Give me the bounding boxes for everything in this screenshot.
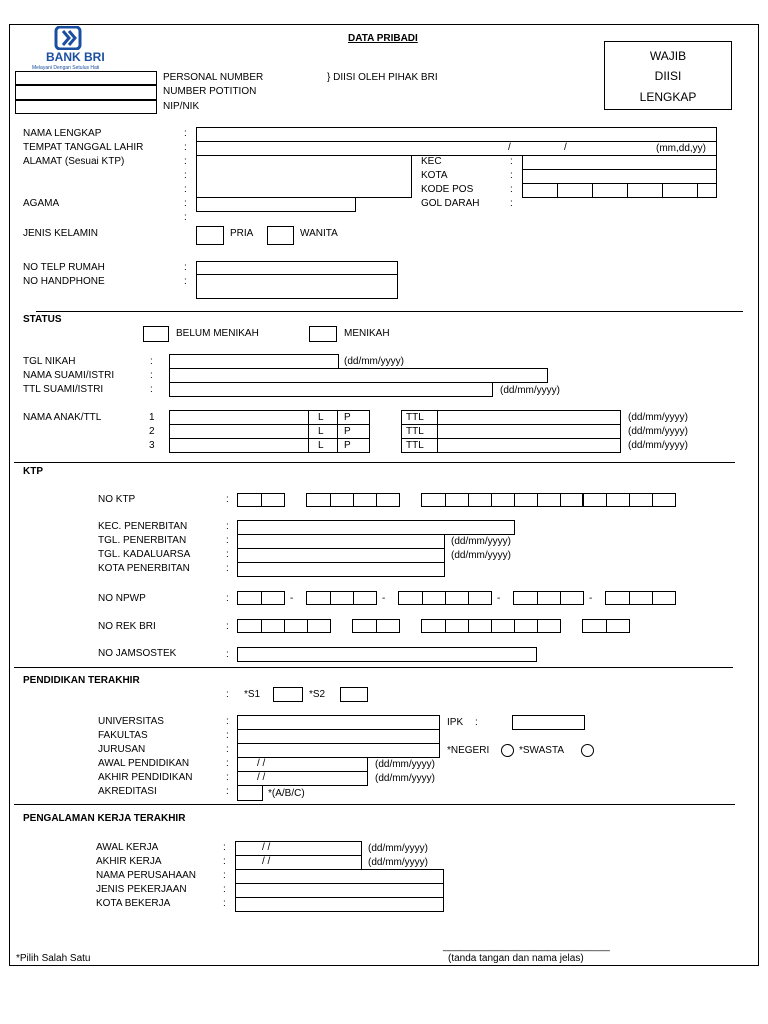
npwp-dash: - xyxy=(497,593,501,604)
awal-pendidikan-format: (dd/mm/yyyy) xyxy=(375,759,435,770)
ttl-pasangan-field[interactable] xyxy=(169,382,493,397)
akreditasi-options: *(A/B/C) xyxy=(268,788,305,799)
akhir-pendidikan-slashes: / / xyxy=(257,772,266,783)
gender-l-label: L xyxy=(318,412,324,423)
akhir-pendidikan-format: (dd/mm/yyyy) xyxy=(375,773,435,784)
tgl-penerbitan-label: TGL. PENERBITAN xyxy=(98,535,187,546)
no-npwp-label: NO NPWP xyxy=(98,593,146,604)
colon: : xyxy=(226,744,229,755)
kota-bekerja-field[interactable] xyxy=(235,897,444,912)
section-divider xyxy=(14,667,733,668)
colon: : xyxy=(226,786,229,797)
kota-bekerja-label: KOTA BEKERJA xyxy=(96,898,171,909)
colon: : xyxy=(184,198,187,209)
colon: : xyxy=(223,856,226,867)
kota-penerbitan-field[interactable] xyxy=(237,562,445,577)
jurusan-label: JURUSAN xyxy=(98,744,146,755)
signature-line: ______________________________ xyxy=(443,941,610,952)
section-divider xyxy=(36,311,743,312)
ttl-date-format: (mm,dd,yy) xyxy=(656,143,706,154)
nip-nik-box[interactable] xyxy=(15,100,157,114)
signature-caption: (tanda tangan dan nama jelas) xyxy=(448,953,584,964)
nip-nik-label: NIP/NIK xyxy=(163,101,200,112)
colon: : xyxy=(510,156,513,167)
ttl-pasangan-label: TTL SUAMI/ISTRI xyxy=(23,384,104,395)
rek-cells[interactable] xyxy=(237,619,331,633)
kode-pos-label: KODE POS xyxy=(421,184,474,195)
ipk-field[interactable] xyxy=(512,715,585,730)
colon: : xyxy=(150,356,153,367)
gender-p-label: P xyxy=(344,440,351,451)
s2-checkbox[interactable] xyxy=(340,687,368,702)
nama-perusahaan-field[interactable] xyxy=(235,869,444,884)
npwp-cells[interactable] xyxy=(398,591,492,605)
anak-number: 3 xyxy=(149,440,155,451)
kec-label: KEC xyxy=(421,156,442,167)
belum-menikah-label: BELUM MENIKAH xyxy=(176,328,259,339)
anak-p-cell[interactable] xyxy=(337,438,370,453)
ktp-heading: KTP xyxy=(23,466,43,477)
colon: : xyxy=(184,276,187,287)
colon: : xyxy=(184,128,187,139)
number-position-box[interactable] xyxy=(15,85,157,100)
colon: : xyxy=(510,184,513,195)
gender-l-label: L xyxy=(318,426,324,437)
colon: : xyxy=(226,494,229,505)
swasta-radio[interactable] xyxy=(581,744,594,757)
colon: : xyxy=(226,758,229,769)
jenis-pekerjaan-field[interactable] xyxy=(235,883,444,898)
colon: : xyxy=(223,898,226,909)
no-ktp-label: NO KTP xyxy=(98,494,136,505)
anak-ttl-format: (dd/mm/yyyy) xyxy=(628,440,688,451)
awal-pendidikan-slashes: / / xyxy=(257,758,266,769)
nama-lengkap-label: NAMA LENGKAP xyxy=(23,128,102,139)
telp-rumah-field[interactable] xyxy=(196,261,398,275)
anak-ttl-field[interactable] xyxy=(437,424,621,439)
akreditasi-label: AKREDITASI xyxy=(98,786,157,797)
universitas-label: UNIVERSITAS xyxy=(98,716,164,727)
colon: : xyxy=(226,649,229,660)
jurusan-field[interactable] xyxy=(237,743,440,758)
pria-checkbox[interactable] xyxy=(196,226,224,245)
kode-pos-field[interactable] xyxy=(522,183,717,198)
colon: : xyxy=(226,563,229,574)
colon: : xyxy=(226,621,229,632)
personal-number-label: PERSONAL NUMBER xyxy=(163,72,264,83)
akhir-kerja-field[interactable] xyxy=(235,855,362,870)
colon: : xyxy=(223,842,226,853)
jenis-kelamin-label: JENIS KELAMIN xyxy=(23,228,99,239)
colon: : xyxy=(226,772,229,783)
anak-nama-field[interactable] xyxy=(169,410,309,425)
ttl-field[interactable] xyxy=(196,141,717,156)
colon: : xyxy=(226,593,229,604)
anak-number: 2 xyxy=(149,426,155,437)
rek-cells[interactable] xyxy=(352,619,400,633)
nama-perusahaan-label: NAMA PERUSAHAAN xyxy=(96,870,197,881)
npwp-cells[interactable] xyxy=(237,591,285,605)
ttl-label: TEMPAT TANGGAL LAHIR xyxy=(23,142,144,153)
wanita-checkbox[interactable] xyxy=(267,226,294,245)
fakultas-field[interactable] xyxy=(237,729,440,744)
awal-kerja-field[interactable] xyxy=(235,841,362,856)
anak-p-cell[interactable] xyxy=(337,410,370,425)
awal-pendidikan-label: AWAL PENDIDIKAN xyxy=(98,758,190,769)
npwp-dash: - xyxy=(290,593,294,604)
anak-ttl-label: TTL xyxy=(406,440,424,451)
nama-anak-label: NAMA ANAK/TTL xyxy=(23,412,102,423)
npwp-cells[interactable] xyxy=(513,591,584,605)
akhir-kerja-slashes: / / xyxy=(262,856,271,867)
menikah-checkbox[interactable] xyxy=(309,326,337,342)
nama-lengkap-field[interactable] xyxy=(196,127,717,142)
telp-rumah-label: NO TELP RUMAH xyxy=(23,262,105,273)
colon: : xyxy=(184,170,187,181)
bri-logo-icon xyxy=(54,26,82,50)
status-heading: STATUS xyxy=(23,314,62,325)
awal-kerja-label: AWAL KERJA xyxy=(96,842,159,853)
anak-ttl-field[interactable] xyxy=(437,438,621,453)
anak-p-cell[interactable] xyxy=(337,424,370,439)
ttl-pasangan-format: (dd/mm/yyyy) xyxy=(500,385,560,396)
gender-p-label: P xyxy=(344,426,351,437)
colon: : xyxy=(184,262,187,273)
colon: : xyxy=(226,716,229,727)
colon: : xyxy=(226,730,229,741)
anak-ttl-format: (dd/mm/yyyy) xyxy=(628,426,688,437)
negeri-radio[interactable] xyxy=(501,744,514,757)
logo-name: BANK BRI xyxy=(46,50,105,64)
colon: : xyxy=(184,184,187,195)
bri-logo xyxy=(32,26,106,71)
tgl-penerbitan-field[interactable] xyxy=(237,534,445,549)
pengalaman-heading: PENGALAMAN KERJA TERAKHIR xyxy=(23,813,186,824)
ttl-slash-1: / xyxy=(508,142,511,153)
handphone-label: NO HANDPHONE xyxy=(23,276,105,287)
npwp-dash: - xyxy=(382,593,386,604)
section-divider xyxy=(14,804,735,805)
no-jamsostek-field[interactable] xyxy=(237,647,537,662)
awal-kerja-slashes: / / xyxy=(262,842,271,853)
tgl-nikah-field[interactable] xyxy=(169,354,339,369)
agama-label: AGAMA xyxy=(23,198,60,209)
akhir-kerja-format: (dd/mm/yyyy) xyxy=(368,857,428,868)
colon: : xyxy=(223,884,226,895)
akreditasi-field[interactable] xyxy=(237,785,263,801)
footer-note: *Pilih Salah Satu xyxy=(16,953,91,964)
s2-label: *S2 xyxy=(309,689,326,700)
no-ktp-cells[interactable] xyxy=(306,493,400,507)
kota-penerbitan-label: KOTA PENERBITAN xyxy=(98,563,190,574)
kec-penerbitan-field[interactable] xyxy=(237,520,515,535)
kec-penerbitan-label: KEC. PENERBITAN xyxy=(98,521,188,532)
menikah-label: MENIKAH xyxy=(344,328,390,339)
anak-nama-field[interactable] xyxy=(169,438,309,453)
jenis-pekerjaan-label: JENIS PEKERJAAN xyxy=(96,884,187,895)
handphone-field[interactable] xyxy=(196,274,398,299)
header-note: } DIISI OLEH PIHAK BRI xyxy=(327,72,438,83)
colon: : xyxy=(226,535,229,546)
tgl-kadaluarsa-field[interactable] xyxy=(237,548,445,563)
kec-field[interactable] xyxy=(522,155,717,170)
nama-pasangan-field[interactable] xyxy=(169,368,548,383)
form-title: DATA PRIBADI xyxy=(348,33,418,44)
colon: : xyxy=(184,212,187,223)
npwp-cells[interactable] xyxy=(605,591,676,605)
colon: : xyxy=(184,156,187,167)
npwp-cells[interactable] xyxy=(306,591,377,605)
fakultas-label: FAKULTAS xyxy=(98,730,148,741)
colon: : xyxy=(184,142,187,153)
tgl-penerbitan-format: (dd/mm/yyyy) xyxy=(451,536,511,547)
wajib-line-3: LENGKAP xyxy=(639,90,697,104)
swasta-label: *SWASTA xyxy=(519,745,565,756)
nama-pasangan-label: NAMA SUAMI/ISTRI xyxy=(23,370,115,381)
tgl-nikah-format: (dd/mm/yyyy) xyxy=(344,356,404,367)
s1-label: *S1 xyxy=(244,689,261,700)
wajib-line-1: WAJIB xyxy=(649,49,687,63)
rek-cells[interactable] xyxy=(421,619,561,633)
colon: : xyxy=(510,170,513,181)
ipk-label: IPK xyxy=(447,717,464,728)
anak-ttl-field[interactable] xyxy=(437,410,621,425)
anak-ttl-format: (dd/mm/yyyy) xyxy=(628,412,688,423)
tgl-nikah-label: TGL NIKAH xyxy=(23,356,76,367)
tgl-kadaluarsa-format: (dd/mm/yyyy) xyxy=(451,550,511,561)
belum-menikah-checkbox[interactable] xyxy=(143,326,169,342)
s1-checkbox[interactable] xyxy=(273,687,303,702)
npwp-dash: - xyxy=(589,593,593,604)
awal-kerja-format: (dd/mm/yyyy) xyxy=(368,843,428,854)
no-ktp-cells[interactable] xyxy=(237,493,285,507)
colon: : xyxy=(150,384,153,395)
number-position-label: NUMBER POTITION xyxy=(163,86,257,97)
colon: : xyxy=(226,521,229,532)
colon: : xyxy=(223,870,226,881)
gender-l-label: L xyxy=(318,440,324,451)
no-jamsostek-label: NO JAMSOSTEK xyxy=(98,648,177,659)
no-ktp-cells[interactable] xyxy=(582,493,676,507)
anak-ttl-label: TTL xyxy=(406,426,424,437)
wanita-label: WANITA xyxy=(300,228,338,239)
negeri-label: *NEGERI xyxy=(447,745,490,756)
colon: : xyxy=(150,370,153,381)
anak-ttl-label: TTL xyxy=(406,412,424,423)
pria-label: PRIA xyxy=(230,228,254,239)
universitas-field[interactable] xyxy=(237,715,440,730)
no-ktp-cells[interactable] xyxy=(421,493,584,507)
kota-field[interactable] xyxy=(522,169,717,184)
akhir-kerja-label: AKHIR KERJA xyxy=(96,856,162,867)
wajib-line-2: DIISI xyxy=(654,69,682,83)
colon: : xyxy=(226,549,229,560)
no-rek-label: NO REK BRI xyxy=(98,621,156,632)
kota-label: KOTA xyxy=(421,170,448,181)
personal-number-box[interactable] xyxy=(15,71,157,85)
alamat-label: ALAMAT (Sesuai KTP) xyxy=(23,156,125,167)
tgl-kadaluarsa-label: TGL. KADALUARSA xyxy=(98,549,191,560)
gol-darah-label: GOL DARAH xyxy=(421,198,480,209)
anak-number: 1 xyxy=(149,412,155,423)
alamat-field[interactable] xyxy=(196,155,412,198)
pendidikan-heading: PENDIDIKAN TERAKHIR xyxy=(23,675,140,686)
agama-field[interactable] xyxy=(196,197,356,212)
section-divider xyxy=(14,462,735,463)
gender-p-label: P xyxy=(344,412,351,423)
anak-nama-field[interactable] xyxy=(169,424,309,439)
colon: : xyxy=(226,689,229,700)
colon: : xyxy=(475,717,478,728)
rek-cells[interactable] xyxy=(582,619,630,633)
ttl-slash-2: / xyxy=(564,142,567,153)
colon: : xyxy=(510,198,513,209)
logo-tagline: Melayani Dengan Setulus Hati xyxy=(32,65,100,71)
akhir-pendidikan-label: AKHIR PENDIDIKAN xyxy=(98,772,193,783)
